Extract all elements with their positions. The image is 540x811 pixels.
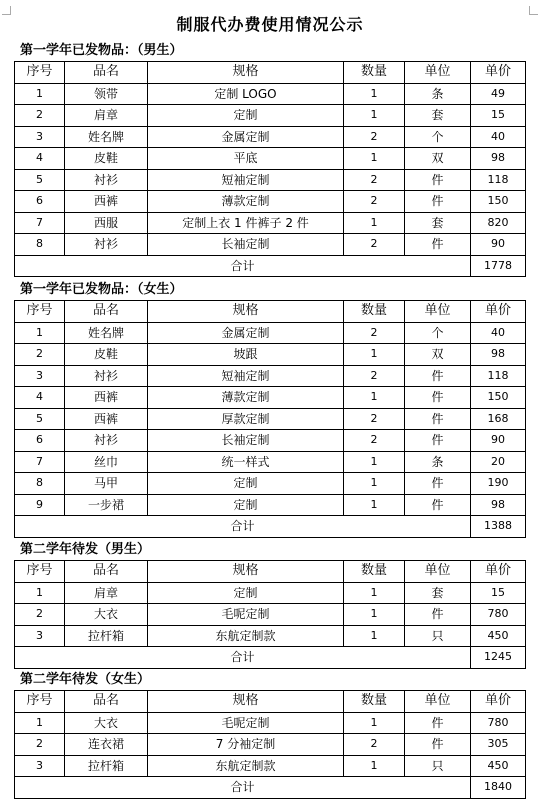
- table-cell: 件: [405, 734, 471, 756]
- section-title: 第二学年待发（女生）: [20, 672, 151, 687]
- table-cell: 90: [471, 430, 526, 452]
- table-cell: 7: [15, 451, 65, 473]
- table-cell: 20: [471, 451, 526, 473]
- section-title: 第二学年待发（男生）: [20, 542, 151, 557]
- table-cell: 肩章: [65, 105, 148, 127]
- column-header: 品名: [65, 561, 148, 583]
- column-header: 单位: [405, 561, 471, 583]
- table-cell: 4: [15, 387, 65, 409]
- table-cell: 98: [471, 494, 526, 516]
- section-1: [14, 41, 525, 277]
- items-table: [14, 560, 526, 669]
- table-cell: 姓名牌: [65, 322, 148, 344]
- column-header: 单位: [405, 301, 471, 323]
- table-cell: 只: [405, 625, 471, 647]
- section-3: [14, 540, 525, 669]
- table-cell: 190: [471, 473, 526, 495]
- table-cell: 1: [15, 582, 65, 604]
- table-cell: 毛呢定制: [148, 604, 344, 626]
- table-cell: 9: [15, 494, 65, 516]
- table-cell: 件: [405, 387, 471, 409]
- table-row: [15, 734, 526, 756]
- column-header: 规格: [148, 301, 344, 323]
- table-cell: 领带: [65, 83, 148, 105]
- table-cell: 305: [471, 734, 526, 756]
- total-row: [15, 516, 526, 538]
- table-cell: 长袖定制: [148, 430, 344, 452]
- table-cell: 衬衫: [65, 365, 148, 387]
- table-cell: 8: [15, 234, 65, 256]
- items-table: [14, 300, 526, 538]
- table-cell: 1: [344, 473, 405, 495]
- table-cell: 3: [15, 625, 65, 647]
- table-cell: 820: [471, 212, 526, 234]
- table-row: [15, 212, 526, 234]
- table-cell: 只: [405, 755, 471, 777]
- table-cell: 168: [471, 408, 526, 430]
- table-cell: 40: [471, 126, 526, 148]
- total-value: 1840: [471, 777, 526, 799]
- column-header: 单价: [471, 561, 526, 583]
- table-cell: 1: [344, 212, 405, 234]
- column-header: 单位: [405, 691, 471, 713]
- table-header-row: [15, 561, 526, 583]
- table-cell: 衬衫: [65, 234, 148, 256]
- table-row: [15, 712, 526, 734]
- table-cell: 7: [15, 212, 65, 234]
- column-header: 数量: [344, 691, 405, 713]
- table-cell: 大衣: [65, 604, 148, 626]
- table-cell: 金属定制: [148, 322, 344, 344]
- table-cell: 条: [405, 83, 471, 105]
- table-cell: 定制 LOGO: [148, 83, 344, 105]
- table-cell: 2: [344, 408, 405, 430]
- total-row: [15, 777, 526, 799]
- table-cell: 金属定制: [148, 126, 344, 148]
- table-cell: 6: [15, 191, 65, 213]
- table-cell: 定制: [148, 105, 344, 127]
- total-value: 1245: [471, 647, 526, 669]
- table-cell: 1: [344, 344, 405, 366]
- table-cell: 衬衫: [65, 169, 148, 191]
- table-cell: 件: [405, 234, 471, 256]
- table-cell: 西裤: [65, 191, 148, 213]
- table-cell: 2: [15, 344, 65, 366]
- table-cell: 件: [405, 604, 471, 626]
- table-cell: 短袖定制: [148, 169, 344, 191]
- table-cell: 姓名牌: [65, 126, 148, 148]
- table-cell: 薄款定制: [148, 387, 344, 409]
- table-cell: 东航定制款: [148, 625, 344, 647]
- page-title: 制服代办费使用情况公示: [176, 15, 364, 34]
- table-cell: 薄款定制: [148, 191, 344, 213]
- table-cell: 坡跟: [148, 344, 344, 366]
- column-header: 序号: [15, 62, 65, 84]
- column-header: 单价: [471, 301, 526, 323]
- table-cell: 皮鞋: [65, 148, 148, 170]
- column-header: 数量: [344, 301, 405, 323]
- table-cell: 西裤: [65, 408, 148, 430]
- table-cell: 2: [15, 604, 65, 626]
- items-table: [14, 61, 526, 277]
- table-cell: 1: [344, 604, 405, 626]
- table-cell: 丝巾: [65, 451, 148, 473]
- table-row: [15, 191, 526, 213]
- table-row: [15, 430, 526, 452]
- table-cell: 1: [344, 387, 405, 409]
- table-cell: 套: [405, 582, 471, 604]
- table-row: [15, 169, 526, 191]
- table-cell: 150: [471, 191, 526, 213]
- table-cell: 8: [15, 473, 65, 495]
- table-cell: 一步裙: [65, 494, 148, 516]
- table-row: [15, 387, 526, 409]
- table-cell: 套: [405, 212, 471, 234]
- total-label: 合计: [15, 777, 471, 799]
- section-title: 第一学年已发物品：（女生）: [20, 282, 183, 297]
- table-cell: 2: [344, 169, 405, 191]
- table-cell: 2: [344, 365, 405, 387]
- table-row: [15, 625, 526, 647]
- table-cell: 件: [405, 430, 471, 452]
- column-header: 单价: [471, 62, 526, 84]
- table-row: [15, 365, 526, 387]
- table-cell: 40: [471, 322, 526, 344]
- table-cell: 定制: [148, 582, 344, 604]
- table-cell: 条: [405, 451, 471, 473]
- table-cell: 定制: [148, 494, 344, 516]
- table-cell: 90: [471, 234, 526, 256]
- table-cell: 长袖定制: [148, 234, 344, 256]
- table-row: [15, 473, 526, 495]
- table-cell: 厚款定制: [148, 408, 344, 430]
- total-label: 合计: [15, 647, 471, 669]
- table-cell: 15: [471, 105, 526, 127]
- table-cell: 118: [471, 169, 526, 191]
- column-header: 数量: [344, 561, 405, 583]
- section-4: [14, 670, 525, 799]
- table-cell: 780: [471, 712, 526, 734]
- table-cell: 定制上衣 1 件裤子 2 件: [148, 212, 344, 234]
- table-cell: 49: [471, 83, 526, 105]
- table-cell: 2: [344, 191, 405, 213]
- table-cell: 2: [344, 322, 405, 344]
- table-cell: 东航定制款: [148, 755, 344, 777]
- total-row: [15, 255, 526, 277]
- total-label: 合计: [15, 255, 471, 277]
- table-cell: 双: [405, 344, 471, 366]
- column-header: 单价: [471, 691, 526, 713]
- column-header: 品名: [65, 691, 148, 713]
- table-cell: 1: [15, 712, 65, 734]
- table-cell: 98: [471, 344, 526, 366]
- column-header: 品名: [65, 62, 148, 84]
- table-cell: 拉杆箱: [65, 625, 148, 647]
- table-cell: 1: [344, 105, 405, 127]
- table-cell: 件: [405, 191, 471, 213]
- table-cell: 1: [15, 83, 65, 105]
- table-cell: 2: [344, 126, 405, 148]
- table-cell: 衬衫: [65, 430, 148, 452]
- table-cell: 3: [15, 126, 65, 148]
- table-cell: 个: [405, 126, 471, 148]
- table-cell: 6: [15, 430, 65, 452]
- column-header: 规格: [148, 561, 344, 583]
- table-cell: 450: [471, 625, 526, 647]
- total-label: 合计: [15, 516, 471, 538]
- table-cell: 150: [471, 387, 526, 409]
- table-cell: 3: [15, 365, 65, 387]
- table-row: [15, 234, 526, 256]
- table-cell: 118: [471, 365, 526, 387]
- table-cell: 件: [405, 365, 471, 387]
- table-cell: 1: [344, 148, 405, 170]
- table-cell: 套: [405, 105, 471, 127]
- table-cell: 件: [405, 169, 471, 191]
- table-row: [15, 148, 526, 170]
- column-header: 规格: [148, 691, 344, 713]
- items-table: [14, 690, 526, 799]
- table-cell: 个: [405, 322, 471, 344]
- table-cell: 450: [471, 755, 526, 777]
- table-cell: 1: [344, 755, 405, 777]
- column-header: 单位: [405, 62, 471, 84]
- table-row: [15, 494, 526, 516]
- table-cell: 短袖定制: [148, 365, 344, 387]
- table-cell: 肩章: [65, 582, 148, 604]
- table-cell: 780: [471, 604, 526, 626]
- table-cell: 件: [405, 494, 471, 516]
- table-row: [15, 408, 526, 430]
- table-cell: 1: [15, 322, 65, 344]
- table-cell: 双: [405, 148, 471, 170]
- total-value: 1388: [471, 516, 526, 538]
- table-cell: 拉杆箱: [65, 755, 148, 777]
- table-cell: 2: [344, 234, 405, 256]
- table-row: [15, 322, 526, 344]
- table-cell: 1: [344, 712, 405, 734]
- table-row: [15, 83, 526, 105]
- table-cell: 3: [15, 755, 65, 777]
- table-cell: 1: [344, 83, 405, 105]
- table-cell: 5: [15, 408, 65, 430]
- table-cell: 2: [344, 430, 405, 452]
- table-cell: 2: [15, 105, 65, 127]
- table-cell: 件: [405, 408, 471, 430]
- section-2: [14, 280, 525, 538]
- table-row: [15, 604, 526, 626]
- table-cell: 1: [344, 625, 405, 647]
- column-header: 数量: [344, 62, 405, 84]
- table-cell: 98: [471, 148, 526, 170]
- total-value: 1778: [471, 255, 526, 277]
- table-cell: 西服: [65, 212, 148, 234]
- table-cell: 大衣: [65, 712, 148, 734]
- column-header: 序号: [15, 301, 65, 323]
- table-cell: 皮鞋: [65, 344, 148, 366]
- table-cell: 7 分袖定制: [148, 734, 344, 756]
- table-row: [15, 755, 526, 777]
- table-cell: 1: [344, 494, 405, 516]
- table-cell: 15: [471, 582, 526, 604]
- table-cell: 2: [344, 734, 405, 756]
- table-row: [15, 344, 526, 366]
- column-header: 规格: [148, 62, 344, 84]
- table-cell: 件: [405, 473, 471, 495]
- table-row: [15, 105, 526, 127]
- table-row: [15, 582, 526, 604]
- total-row: [15, 647, 526, 669]
- table-cell: 平底: [148, 148, 344, 170]
- table-cell: 统一样式: [148, 451, 344, 473]
- table-row: [15, 451, 526, 473]
- table-cell: 毛呢定制: [148, 712, 344, 734]
- table-cell: 2: [15, 734, 65, 756]
- section-title: 第一学年已发物品：（男生）: [20, 43, 183, 58]
- table-cell: 连衣裙: [65, 734, 148, 756]
- table-row: [15, 126, 526, 148]
- table-header-row: [15, 691, 526, 713]
- table-cell: 5: [15, 169, 65, 191]
- table-cell: 1: [344, 582, 405, 604]
- table-cell: 件: [405, 712, 471, 734]
- table-cell: 定制: [148, 473, 344, 495]
- column-header: 序号: [15, 561, 65, 583]
- column-header: 品名: [65, 301, 148, 323]
- table-header-row: [15, 62, 526, 84]
- table-cell: 1: [344, 451, 405, 473]
- table-cell: 西裤: [65, 387, 148, 409]
- table-header-row: [15, 301, 526, 323]
- table-cell: 马甲: [65, 473, 148, 495]
- table-cell: 4: [15, 148, 65, 170]
- column-header: 序号: [15, 691, 65, 713]
